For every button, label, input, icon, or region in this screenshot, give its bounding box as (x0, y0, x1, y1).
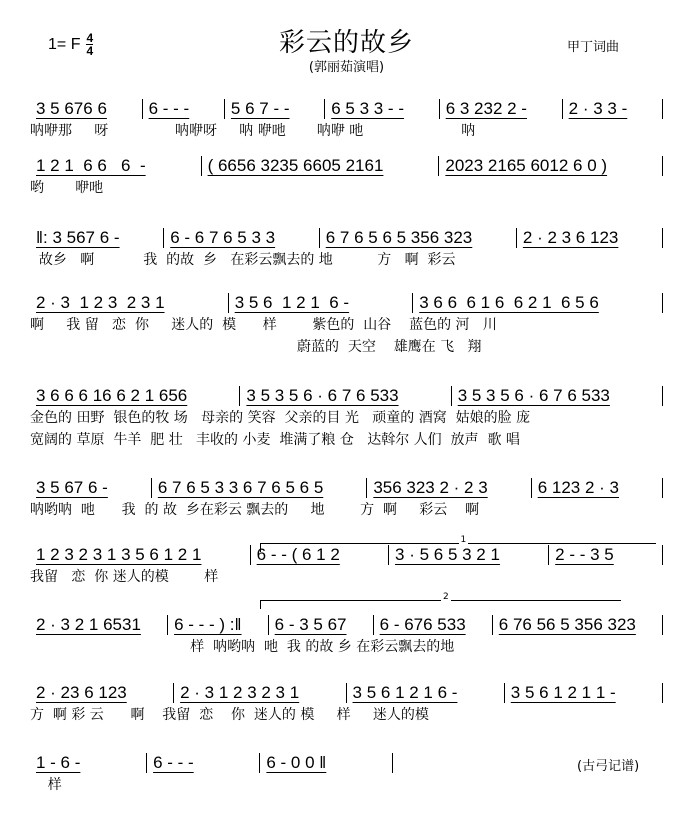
author: 甲丁词曲 (567, 40, 620, 55)
volta-2 (260, 592, 621, 609)
measure: 6 - 0 0 ‖ (260, 753, 393, 773)
notes-row (30, 752, 393, 774)
lyric-line: 样 呐哟呐 吔 我 的故 乡 在彩云飘去的地 (30, 639, 455, 655)
measure: 6 - - - (147, 753, 260, 773)
lyric-line: 我留 恋 你 迷人的模 样 (30, 569, 219, 585)
notes-row (30, 477, 663, 499)
system-8 (30, 614, 663, 658)
lyric-line: 呐哟呐 吔 我 的 故 乡在彩云 飘去的 地 方 啊 彩云 啊 (30, 502, 480, 518)
measure: 3 5 6 1 2 1 1 - (505, 683, 663, 703)
notes-row (30, 155, 663, 177)
system-9 (30, 682, 663, 726)
measure: 6 - - - (143, 99, 225, 119)
measure: 6 3 232 2 - (440, 99, 563, 119)
measure: 6 - - - ) :‖ (168, 615, 269, 635)
measure: 2 · 3 1 2 3 2 3 1 (174, 683, 346, 703)
system-10 (30, 752, 393, 796)
time-bottom: 4 (86, 44, 94, 58)
lyric-line: 方 啊 彩 云 啊 我留 恋 你 迷人的 模 样 迷人的模 (30, 707, 429, 723)
volta-2-label: 2 (443, 592, 449, 602)
notes-row (30, 614, 663, 636)
lyric-line: 样 (30, 777, 62, 793)
measure: 6 7 6 5 6 5 356 323 (320, 228, 517, 248)
lyric-line: 金色的 田野 银色的牧 场 母亲的 笑容 父亲的目 光 顽童的 酒窝 姑娘的脸 庞 (30, 410, 531, 426)
measure: 2 · 2 3 6 123 (517, 228, 663, 248)
measure: 356 323 2 · 2 3 (367, 478, 531, 498)
measure: 1 - 6 - (30, 753, 147, 773)
measure: 3 5 676 6 (30, 99, 143, 119)
measure: ‖: 3 567 6 - (30, 228, 164, 248)
measure: 6 - - ( 6 1 2 (251, 545, 389, 565)
notes-row (30, 227, 663, 249)
notes-row (30, 98, 663, 120)
measure: 2 - - 3 5 (549, 545, 663, 565)
measure: 3 5 6 1 2 1 6 - (347, 683, 505, 703)
measure: 3 6 6 6 16 6 2 1 656 (30, 386, 240, 406)
system-1 (30, 98, 663, 142)
measure: 3 5 6 1 2 1 6 - (229, 293, 414, 313)
notes-row (30, 292, 663, 314)
measure: 3 5 3 5 6 · 6 7 6 533 (240, 386, 451, 406)
measure: 3 5 3 5 6 · 6 7 6 533 (452, 386, 663, 406)
system-3 (30, 227, 663, 271)
measure: 1 2 1 6 6 6 - (30, 156, 202, 176)
measure: ( 6656 3235 6605 2161 (202, 156, 440, 176)
measure: 6 - 6 7 6 5 3 3 (164, 228, 320, 248)
time-top: 4 (86, 31, 94, 45)
measure: 5 6 7 - - (225, 99, 325, 119)
measure: 3 5 67 6 - (30, 478, 152, 498)
system-2 (30, 155, 663, 199)
measure: 6 7 6 5 3 3 6 7 6 5 6 5 (152, 478, 367, 498)
volta-1-label: 1 (460, 535, 467, 545)
lyric-line: 呐咿那 呀 呐咿呀 呐 咿吔 呐咿 吔 呐 (30, 123, 476, 139)
measure: 6 76 56 5 356 323 (493, 615, 663, 635)
measure: 6 - 676 533 (374, 615, 493, 635)
notes-row (30, 385, 663, 407)
measure: 3 · 5 6 5 3 2 1 (389, 545, 549, 565)
lyric-line: 故乡 啊 我 的故 乡 在彩云飘去的 地 方 啊 彩云 (30, 252, 456, 268)
measure: 2 · 23 6 123 (30, 683, 174, 703)
lyric-line: 啊 我 留 恋 你 迷人的 模 样 紫色的 山谷 蓝色的 河 川 (30, 317, 497, 333)
volta-1 (260, 535, 656, 552)
song-title: 彩云的故乡 (278, 28, 414, 58)
notes-row (30, 682, 663, 704)
measure: 2 · 3 3 - (563, 99, 663, 119)
lyric-line: 蔚蓝的 天空 雄鹰在 飞 翔 (30, 339, 482, 355)
key-label: 1= F (48, 35, 81, 53)
lyric-line: 宽阔的 草原 牛羊 肥 壮 丰收的 小麦 堆满了粮 仓 达斡尔 人们 放声 歌 唱 (30, 432, 520, 448)
measure: 2 · 3 2 1 6531 (30, 615, 168, 635)
lyric-line: 哟 咿吔 (30, 180, 104, 196)
system-5 (30, 385, 663, 451)
measure: 6 5 3 3 - - (325, 99, 439, 119)
measure: 6 - 3 5 67 (269, 615, 374, 635)
singer: (郭丽茹演唱) (308, 60, 385, 75)
measure: 3 6 6 6 1 6 6 2 1 6 5 6 (413, 293, 663, 313)
system-4 (30, 292, 663, 358)
measure: 2 · 3 1 2 3 2 3 1 (30, 293, 229, 313)
transcriber-note: (古弓记谱) (577, 759, 640, 774)
measure: 2023 2165 6012 6 0 ) (439, 156, 663, 176)
measure: 1 2 3 2 3 1 3 5 6 1 2 1 (30, 545, 251, 565)
measure: 6 123 2 · 3 (532, 478, 663, 498)
system-6 (30, 477, 663, 521)
